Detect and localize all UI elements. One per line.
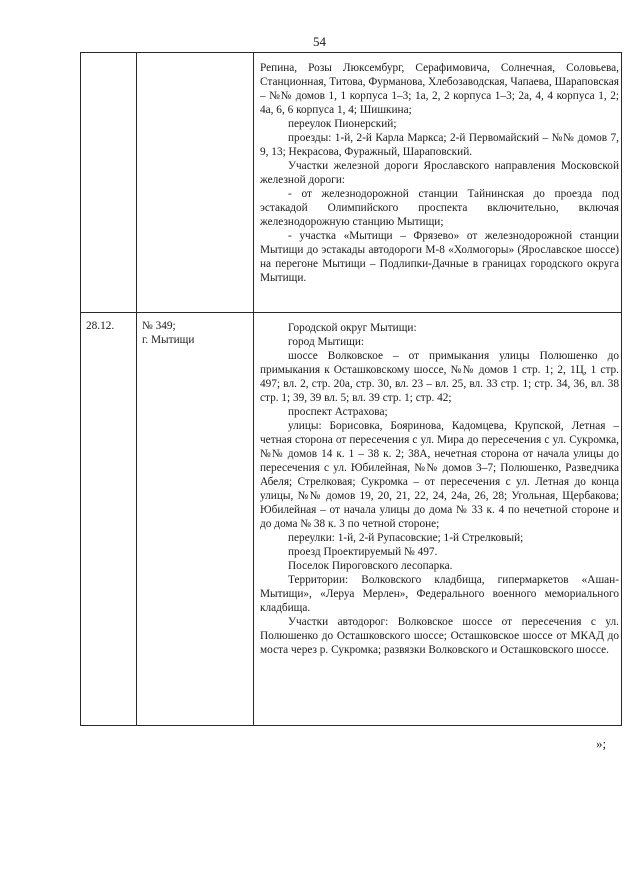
stop-city: г. Мытищи (142, 334, 195, 346)
description-paragraph: - от железнодорожной станции Тайнинская до проезда под эстакадой Олимпийского проспекта включительно, включая железнодорожную станцию Мытищи; (260, 188, 619, 228)
table-row (81, 313, 622, 726)
description-paragraph: Городской округ Мытищи: (288, 322, 417, 334)
description-paragraph: проезды: 1-й, 2-й Карла Маркса; 2-й Первомайский – №№ домов 7, 9, 13; Некрасова, Фуражный, Шараповский. (260, 132, 619, 158)
description-cell (254, 313, 622, 726)
description-paragraph: проезд Проектируемый № 497. (288, 546, 438, 558)
description-paragraph: переулок Пионерский; (288, 118, 397, 130)
description-paragraph: - участка «Мытищи – Фрязево» от железнодорожной станции Мытищи до эстакады автодороги М-8 «Холмогоры» (Ярославское шоссе) на перегоне Мытищи – Подлипки-Дачные в границах городского округа Мытищи. (260, 230, 619, 284)
description-paragraph: Поселок Пироговского лесопарка. (288, 560, 453, 572)
description-paragraph: улицы: Борисовка, Бояринова, Кадомцева, Крупской, Летная – четная сторона от пересечения с ул. Мира до пересечения с ул. Сукромка, №№ домов 14 к. 1 – 38 к. 2; 38А, нечетная сторона от начала улицы до пересечения с ул. Юбилейная, №№ домов 3–7; Полюшенко, Разведчика Абеля; Стрелковая; Сукромка – от пересечения с ул. Летная до конца улицы, №№ домов 19, 20, 21, 22, 24, 24а, 26, 28; Угольная, Щербакова; Юбилейная – от начала улицы до дома № 33 к. 4 по нечетной стороне и до дома № 38 к. 3 по четной стороне; (260, 420, 619, 530)
table-row (81, 53, 622, 313)
row-number (81, 53, 136, 62)
document-table (80, 52, 622, 726)
stop-cell (137, 313, 254, 726)
row-number: 28.12. (86, 320, 115, 332)
closing-quote-mark: »; (596, 736, 607, 751)
description-paragraph: Репина, Розы Люксембург, Серафимовича, Солнечная, Соловьева, Станционная, Титова, Фурманова, Хлебозаводская, Чапаева, Шараповская – №№ домов 1, 1 корпуса 1–3; 1а, 2, 2 корпуса 1–3; 2а, 4, 4 корпуса 1, 2; 4а, 6, 6 корпуса 1, 4; Шишкина; (260, 62, 619, 116)
stop-cell (137, 53, 254, 313)
description-paragraph: проспект Астрахова; (288, 406, 388, 418)
description-cell (254, 53, 622, 313)
page-number: 54 (313, 34, 326, 49)
row-number-cell (81, 53, 137, 313)
stop-number: № 349; (142, 320, 176, 332)
description-paragraph: Участки железной дороги Ярославского направления Московской железной дороги: (260, 160, 619, 186)
description-paragraph: шоссе Волковское – от примыкания улицы Полюшенко до примыкания к Осташковскому шоссе, №№ домов 1 стр. 1; 2, 1Ц, 1 стр. 497; вл. 2, стр. 20а, стр. 30, вл. 23 – вл. 25, вл. 33 стр. 1; стр. 34, 36, вл. 38 стр. 1; 39, 39 вл. 5; вл. 39 стр. 1; стр. 42; (260, 350, 619, 404)
description-paragraph: Территории: Волковского кладбища, гипермаркетов «Ашан-Мытищи», «Леруа Мерлен», Федерального военного мемориального кладбища. (260, 574, 619, 614)
description-paragraph: переулки: 1-й, 2-й Рупасовские; 1-й Стрелковый; (288, 532, 524, 544)
description-paragraph: Участки автодорог: Волковское шоссе от пересечения с ул. Полюшенко до Осташковского шоссе; Осташковское шоссе от МКАД до моста через р. Сукромка; развязки Волковского и Осташковского шоссе. (260, 616, 619, 656)
row-number-cell (81, 313, 137, 726)
description-paragraph: город Мытищи: (288, 336, 365, 348)
